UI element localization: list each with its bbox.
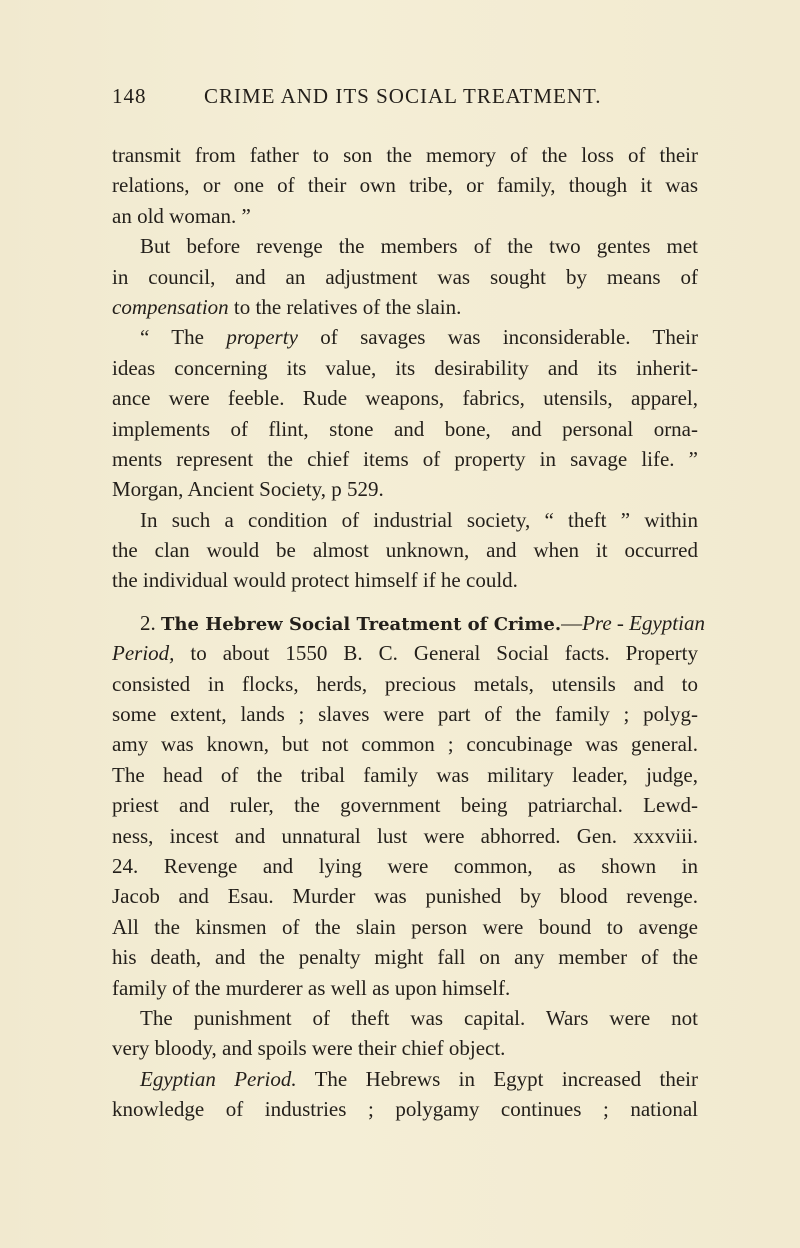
section-heading: The Hebrew Social Treatment of Crime. [161, 613, 562, 635]
text-line: ments represent the chief items of property in savage life. ” [112, 446, 698, 471]
text-line: 24. Revenge and lying were common, as shown in [112, 853, 698, 878]
italic-term: Egyptian Period. [140, 1066, 297, 1091]
text-line: consisted in flocks, herds, precious metals, utensils and to [112, 671, 698, 696]
text-line: ideas concerning its value, its desirability and its inherit- [112, 355, 698, 380]
text-line: compensation to the relatives of the slain. [112, 294, 462, 319]
text-line: transmit from father to son the memory of the loss of their [112, 143, 698, 167]
section-gap [112, 596, 698, 608]
text-line: family of the murderer as well as upon himself. [112, 975, 511, 1000]
text-line: amy was known, but not common ; concubinage was general. [112, 732, 698, 757]
text-line: Period, to about 1550 B. C. General Social facts. Property [112, 641, 698, 666]
text-line: ance were feeble. Rude weapons, fabrics, utensils, apparel, [112, 386, 698, 411]
text-line: relations, or one of their own tribe, or family, though it was [112, 173, 698, 198]
text-line: The head of the tribal family was military leader, judge, [112, 762, 698, 787]
page-number: 148 [112, 84, 147, 108]
body-text [112, 140, 705, 1125]
text-line: “ The property of savages was inconsiderable. Their [140, 325, 699, 350]
text-line: But before revenge the members of the two gentes met [140, 234, 698, 259]
text-line: very bloody, and spoils were their chief object. [112, 1036, 506, 1061]
text-line: The punishment of theft was capital. Wars were not [140, 1005, 698, 1030]
italic-term: property [226, 325, 298, 350]
text-line: Morgan, Ancient Society, p 529. [112, 477, 384, 502]
text-line: In such a condition of industrial society, “ theft ” within [140, 507, 698, 532]
text-line: the individual would protect himself if he could. [112, 568, 518, 593]
text-line: priest and ruler, the government being patriarchal. Lewd- [112, 793, 698, 818]
text-line: in council, and an adjustment was sought by means of [112, 264, 698, 289]
text-line: an old woman. ” [112, 203, 251, 228]
text-line: Jacob and Esau. Murder was punished by blood revenge. [112, 884, 698, 909]
text-line: the clan would be almost unknown, and when it occurred [112, 538, 698, 563]
text-line: knowledge of industries ; polygamy continues ; national [112, 1097, 698, 1122]
running-header [112, 84, 622, 114]
text-line: his death, and the penalty might fall on any member of the [112, 945, 698, 970]
text-line: some extent, lands ; slaves were part of the family ; polyg- [112, 702, 698, 727]
text-line: implements of flint, stone and bone, and personal orna- [112, 416, 698, 441]
italic-term: Period, [112, 641, 175, 666]
running-title: CRIME AND ITS SOCIAL TREATMENT. [204, 84, 602, 108]
text-line: All the kinsmen of the slain person were bound to avenge [112, 914, 698, 939]
italic-term: Pre - Egyptian [582, 610, 705, 635]
italic-term: compensation [112, 294, 229, 319]
text-line: Egyptian Period. The Hebrews in Egypt increased their [140, 1066, 698, 1091]
section-heading-line: 2. The Hebrew Social Treatment of Crime.—Pre - Egyptian [140, 610, 705, 635]
text-line: ness, incest and unnatural lust were abhorred. Gen. xxxviii. [112, 823, 698, 848]
